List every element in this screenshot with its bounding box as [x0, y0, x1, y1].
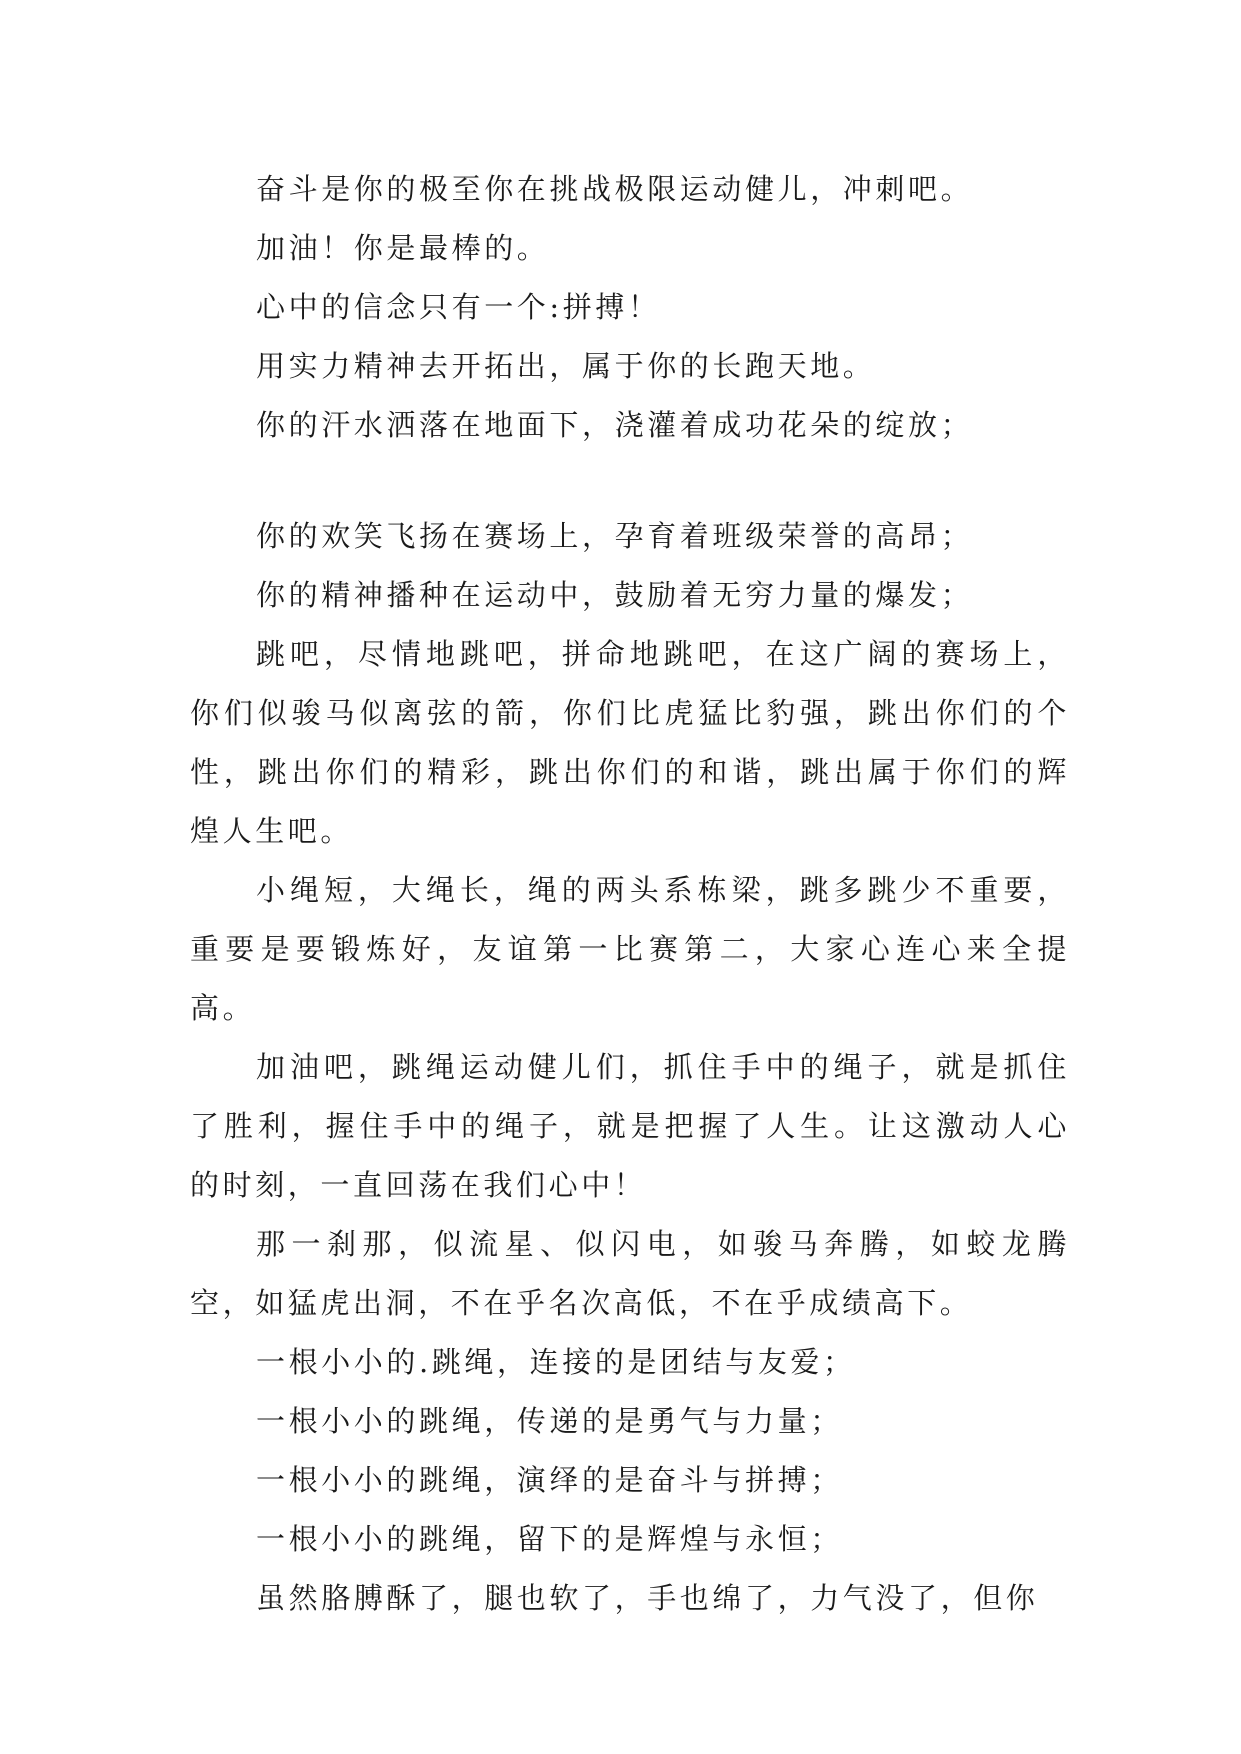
paragraph: 奋斗是你的极至你在挑战极限运动健儿，冲刺吧。 [256, 172, 974, 206]
paragraph: 虽然胳膊酥了，腿也软了，手也绵了，力气没了，但你 [256, 1581, 1039, 1615]
paragraph: 你的欢笑飞扬在赛场上，孕育着班级荣誉的高昂； [256, 519, 974, 553]
paragraph: 那一刹那，似流星、似闪电，如骏马奔腾，如蛟龙腾空，如猛虎出洞，不在乎名次高低，不在乎成绩高下。 [190, 1227, 1070, 1320]
paragraph: 心中的信念只有一个:拼搏！ [256, 290, 661, 324]
document-body [190, 160, 1070, 1628]
paragraph: 一根小小的.跳绳，连接的是团结与友爱； [256, 1345, 856, 1379]
paragraph: 用实力精神去开拓出，属于你的长跑天地。 [256, 349, 876, 383]
paragraph: 一根小小的跳绳，留下的是辉煌与永恒； [256, 1522, 843, 1556]
paragraph-spacer [190, 455, 1070, 507]
paragraph: 跳吧，尽情地跳吧，拼命地跳吧，在这广阔的赛场上，你们似骏马似离弦的箭，你们比虎猛比豹强，跳出你们的个性，跳出你们的精彩，跳出你们的和谐，跳出属于你们的辉煌人生吧。 [190, 637, 1070, 848]
paragraph: 加油！你是最棒的。 [256, 231, 550, 265]
paragraph: 你的精神播种在运动中，鼓励着无穷力量的爆发； [256, 578, 974, 612]
paragraph: 小绳短，大绳长，绳的两头系栋梁，跳多跳少不重要，重要是要锻炼好，友谊第一比赛第二，大家心连心来全提高。 [190, 873, 1070, 1025]
paragraph: 你的汗水洒落在地面下，浇灌着成功花朵的绽放； [256, 408, 974, 442]
paragraph: 一根小小的跳绳，传递的是勇气与力量； [256, 1404, 843, 1438]
paragraph: 一根小小的跳绳，演绎的是奋斗与拼搏； [256, 1463, 843, 1497]
paragraph: 加油吧，跳绳运动健儿们，抓住手中的绳子，就是抓住了胜利，握住手中的绳子，就是把握了人生。让这激动人心的时刻，一直回荡在我们心中！ [190, 1050, 1070, 1202]
